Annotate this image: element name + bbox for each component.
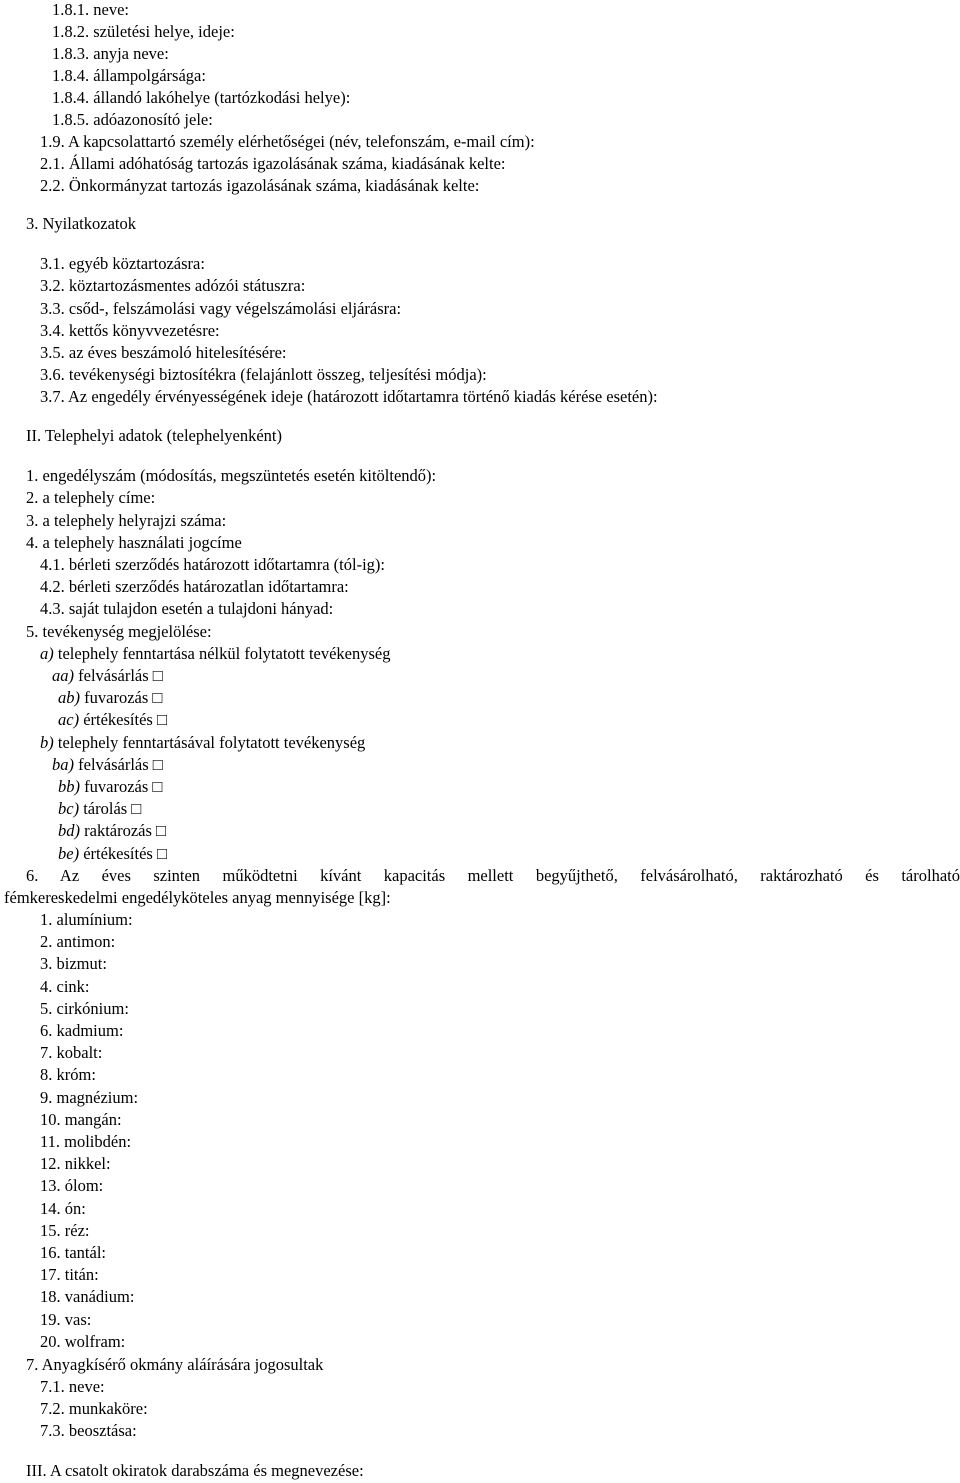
form-line: II. Telephelyi adatok (telephelyenként) [26, 426, 283, 445]
metal-item: 20. wolfram: [40, 1331, 126, 1351]
form-line [52, 666, 163, 686]
form-line: 1.9. A kapcsolattartó személy elérhetőségei (név, telefonszám, e-mail cím): [40, 132, 535, 151]
form-line: 2.1. Állami adóhatóság tartozás igazolásának száma, kiadásának kelte: [40, 154, 506, 173]
metal-item: 12. nikkel: [40, 1154, 111, 1174]
form-line: 3.5. az éves beszámoló hitelesítésére: [40, 343, 287, 362]
form-line: 4.3. saját tulajdon esetén a tulajdoni hányad: [40, 599, 334, 618]
section-3-title: III. A csatolt okiratok darabszáma és megnevezése: [26, 1461, 364, 1480]
form-line: 5. tevékenység megjelölése: [26, 622, 212, 641]
item-label: a) [40, 644, 54, 663]
section-7-item: 7.1. neve: [40, 1377, 105, 1396]
metal-item: 19. vas: [40, 1309, 92, 1329]
form-line: 3.4. kettős könyvvezetésre: [40, 321, 220, 340]
form-line [40, 733, 365, 753]
metal-item: 15. réz: [40, 1220, 90, 1240]
item-label: bd) [58, 821, 80, 840]
metal-item: 7. kobalt: [40, 1043, 103, 1063]
metal-item: 13. ólom: [40, 1176, 104, 1196]
section-7-item: 7.2. munkaköre: [40, 1399, 148, 1418]
form-line [58, 777, 162, 797]
paragraph-6-line-1: 6. Az éves szinten működtetni kívánt kapacitás mellett begyűjthető, felvásárolható, raktározható és tárolható [26, 866, 960, 885]
form-line: 1.8.4. állandó lakóhelye (tartózkodási helye): [52, 88, 351, 107]
section-7-item: 7.3. beosztása: [40, 1421, 137, 1440]
section-7-title: 7. Anyagkísérő okmány aláírására jogosultak [26, 1355, 324, 1374]
form-line [58, 710, 167, 730]
metal-item: 5. cirkónium: [40, 998, 129, 1018]
metal-item: 6. kadmium: [40, 1021, 124, 1040]
item-label: aa) [52, 666, 74, 685]
form-line: 1.8.5. adóazonosító jele: [52, 110, 213, 129]
form-line: 1.8.3. anyja neve: [52, 44, 169, 63]
form-line: 3. a telephely helyrajzi száma: [26, 511, 227, 530]
item-label: ab) [58, 688, 80, 707]
form-line: 4. a telephely használati jogcíme [26, 533, 242, 552]
form-line: 3. Nyilatkozatok [26, 214, 136, 233]
item-text: felvásárlás □ [74, 755, 163, 774]
form-line: 3.1. egyéb köztartozásra: [40, 254, 205, 273]
metal-item: 4. cink: [40, 976, 90, 996]
paragraph-6-line-2: fémkereskedelmi engedélyköteles anyag mennyisége [kg]: [4, 888, 391, 907]
item-label: be) [58, 844, 80, 863]
item-label: ba) [52, 755, 74, 774]
item-text: telephely fenntartása nélkül folytatott tevékenység [53, 644, 391, 663]
form-line: 4.1. bérleti szerződés határozott időtartamra (tól-ig): [40, 555, 385, 574]
item-label: b) [40, 733, 54, 752]
metal-item: 16. tantál: [40, 1243, 106, 1262]
item-text: telephely fenntartásával folytatott tevékenység [53, 733, 366, 752]
item-label: bc) [58, 799, 80, 818]
metal-item: 3. bizmut: [40, 954, 107, 974]
metal-item: 18. vanádium: [40, 1287, 135, 1307]
item-text: tárolás □ [79, 799, 142, 818]
item-text: értékesítés □ [79, 710, 167, 729]
metal-item: 8. króm: [40, 1065, 96, 1085]
metal-item: 1. alumínium: [40, 910, 133, 929]
metal-item: 10. mangán: [40, 1109, 122, 1129]
form-line [40, 644, 391, 664]
form-line: 1.8.2. születési helye, ideje: [52, 22, 235, 41]
form-line [58, 799, 141, 819]
item-text: fuvarozás □ [80, 688, 163, 707]
item-label: ac) [58, 710, 80, 729]
metal-item: 9. magnézium: [40, 1087, 139, 1107]
form-line [52, 755, 163, 775]
form-line: 3.2. köztartozásmentes adózói státuszra: [40, 276, 306, 295]
form-line: 2.2. Önkormányzat tartozás igazolásának száma, kiadásának kelte: [40, 176, 480, 195]
form-line [58, 844, 167, 864]
item-text: fuvarozás □ [80, 777, 163, 796]
item-label: bb) [58, 777, 80, 796]
form-line: 4.2. bérleti szerződés határozatlan időtartamra: [40, 577, 349, 596]
form-line: 1.8.4. állampolgársága: [52, 66, 206, 85]
form-line: 3.6. tevékenységi biztosítékra (felajánlott összeg, teljesítési módja): [40, 365, 487, 384]
item-text: felvásárlás □ [74, 666, 163, 685]
item-text: értékesítés □ [79, 844, 167, 863]
metal-item: 2. antimon: [40, 932, 116, 952]
metal-item: 17. titán: [40, 1265, 99, 1285]
form-line [58, 688, 162, 708]
form-line: 2. a telephely címe: [26, 488, 156, 507]
form-line: 1.8.1. neve: [52, 0, 129, 19]
form-line: 1. engedélyszám (módosítás, megszüntetés esetén kitöltendő): [26, 466, 437, 485]
item-text: raktározás □ [80, 821, 167, 840]
form-line: 3.3. csőd-, felszámolási vagy végelszámolási eljárásra: [40, 299, 402, 318]
form-line: 3.7. Az engedély érvényességének ideje (határozott időtartamra történő kiadás kérése esetén): [40, 387, 658, 406]
metal-item: 14. ón: [40, 1198, 86, 1218]
metal-item: 11. molibdén: [40, 1132, 132, 1151]
form-line [58, 821, 166, 841]
